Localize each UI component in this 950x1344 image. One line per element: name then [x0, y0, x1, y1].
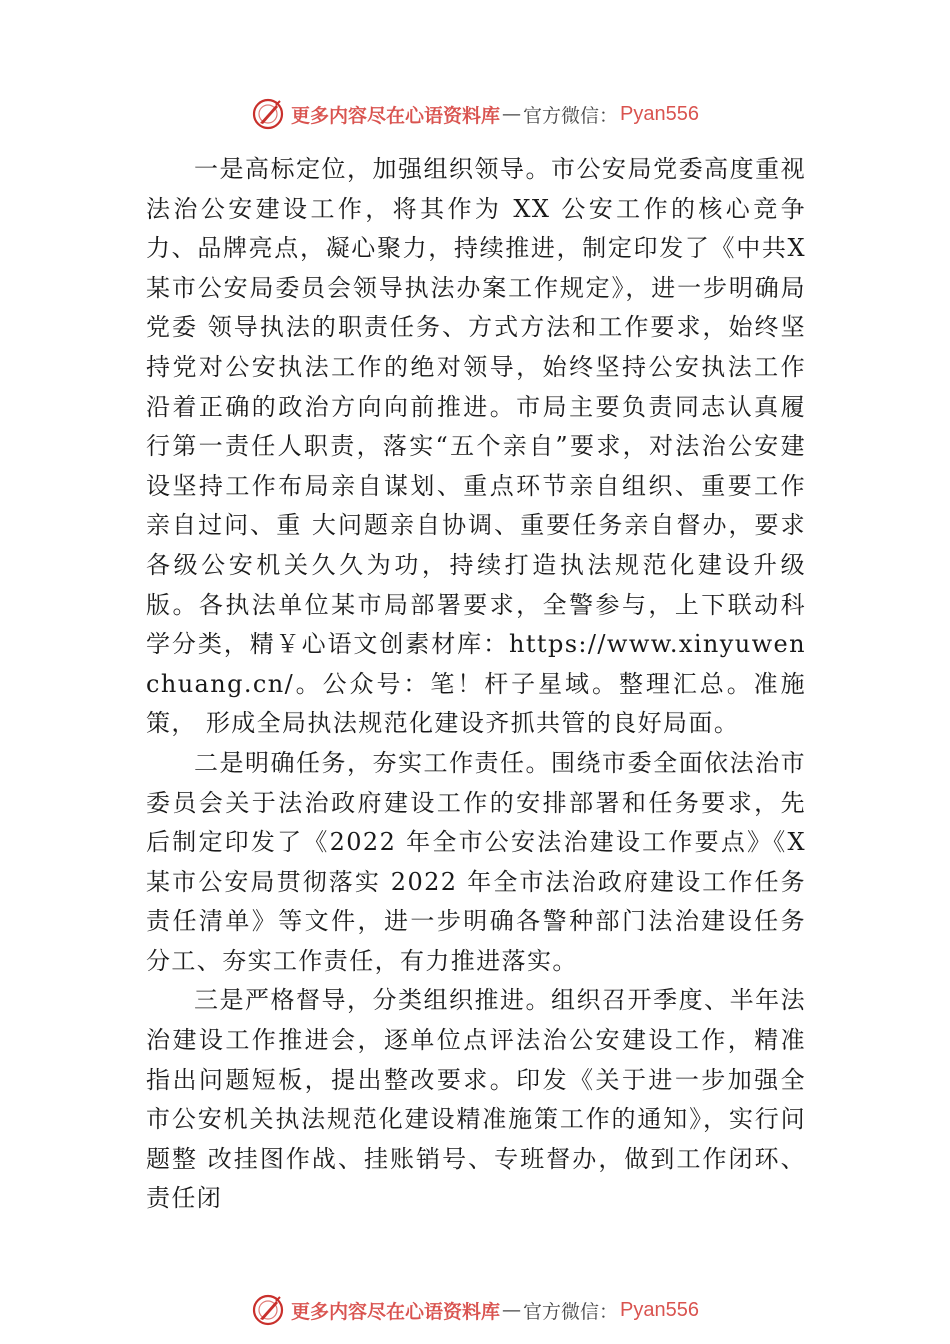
quill-seal-icon — [251, 97, 285, 131]
paragraph-3: 三是严格督导，分类组织推进。组织召开季度、半年法治建设工作推进会，逐单位点评法治公安建设工作，精准指出问题短板，提出整改要求。印发《关于进一步加强全市公安机关执法规范化建设精准施策工作的通知》，实行问题整 改挂图作战、挂账销号、专班督办，做到工作闭环、责任闭 — [146, 986, 806, 1213]
wechat-label: 官方微信： — [523, 1300, 619, 1323]
paragraph-1: 一是高标定位，加强组织领导。市公安局党委高度重视法治公安建设工作，将其作为 XX 公安工作的核心竞争力、品牌亮点，凝心聚力，持续推进，制定印发了《中共X某市公安局委员会领导执法办案工作规定》，进一步明确局党委 领导执法的职责任务、方式方法和工作要求，始终坚持党对公安执法工作的绝对领导，始终坚持公安执法工作沿着正确的政治方向向前推进。市局主要负责同志认真履行第一责任人职责，落实“五个亲自”要求，对法治公安建设坚持工作布局亲自谋划、重点环节亲自组织、重要工作亲自过问、重 大问题亲自协调、重要任务亲自督办，要求各级公安机关久久为功，持续打造执法规范化建设升级版。各执法单位某市局部署要求，全警参与，上下联动科学分类，精￥心语文创素材库：https://www.xinyuwenchuang.cn/。公众号：笔！杆子星域。整理汇总。准施策， 形成全局执法规范化建设齐抓共管的良好局面。 — [146, 155, 806, 738]
quill-seal-icon — [251, 1293, 285, 1327]
wechat-label: 官方微信： — [523, 104, 619, 127]
document-body — [146, 150, 806, 1219]
wechat-id: Pyan556 — [620, 1298, 699, 1321]
paragraph-2: 二是明确任务，夯实工作责任。围绕市委全面依法治市委员会关于法治政府建设工作的安排部署和任务要求，先后制定印发了《2022 年全市公安法治建设工作要点》《X某市公安局贯彻落实 2022 年全市法治政府建设工作任务责任清单》等文件，进一步明确各警种部门法治建设任务分工、夯实工作责任，有力推进落实。 — [146, 748, 806, 975]
separator: — — [502, 1299, 522, 1321]
wechat-id: Pyan556 — [620, 102, 699, 125]
separator: — — [502, 103, 522, 125]
footer-banner — [0, 1290, 950, 1330]
promo-text: 更多内容尽在心语资料库 — [291, 1300, 501, 1323]
promo-text: 更多内容尽在心语资料库 — [291, 104, 501, 127]
header-banner — [0, 94, 950, 134]
